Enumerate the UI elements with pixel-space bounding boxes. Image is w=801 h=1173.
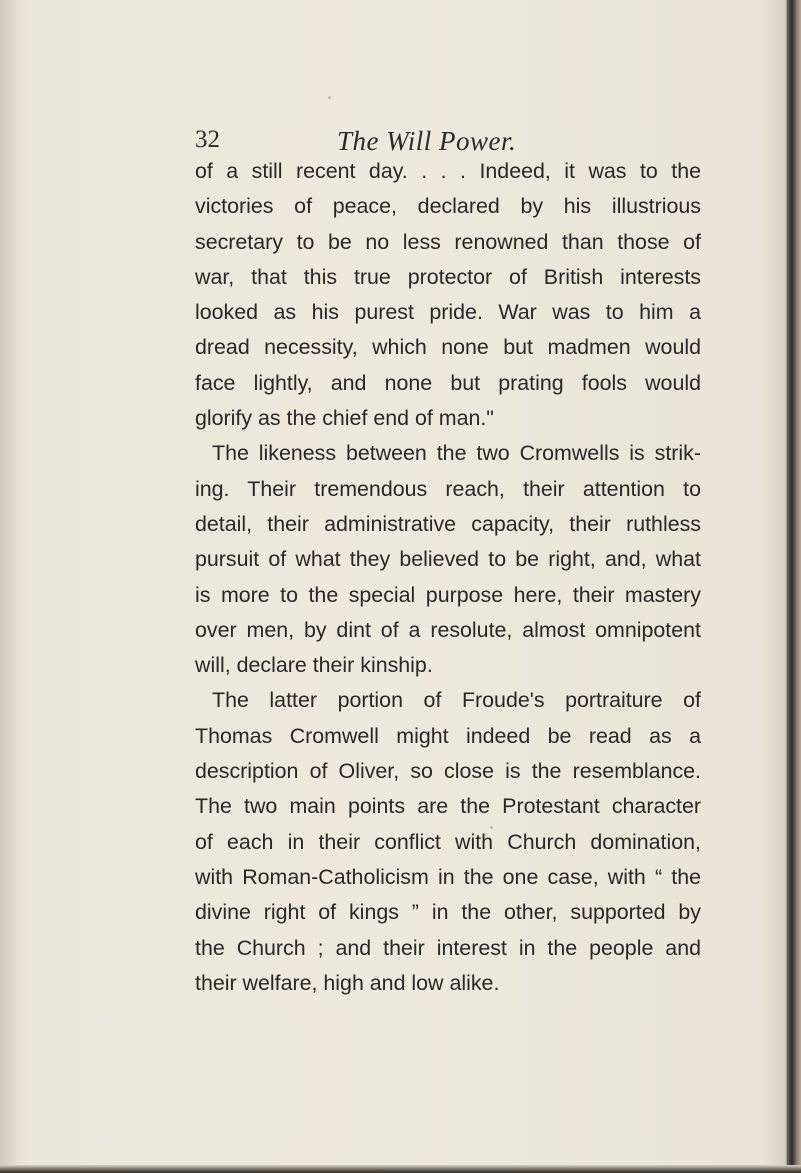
text-line: detail, their administrative capacity, their ruthless (195, 511, 701, 536)
text-line: over men, by dint of a resolute, almost omnipotent (195, 617, 701, 642)
text-line: glorify as the chief end of man." (195, 406, 494, 431)
text-line: victories of peace, declared by his illustrious (195, 194, 701, 219)
text-line: the Church ; and their interest in the people and (195, 935, 701, 960)
text-line: is more to the special purpose here, their mastery (195, 582, 701, 607)
text-line: face lightly, and none but prating fools would (195, 370, 701, 395)
text-line: will, declare their kinship. (195, 653, 433, 678)
text-line: with Roman-Catholicism in the one case, with “ the (195, 864, 701, 889)
text-line: The two main points are the Protestant character (195, 794, 701, 819)
text-line: war, that this true protector of British interests (195, 264, 701, 289)
text-line: Thomas Cromwell might indeed be read as a (195, 723, 701, 748)
text-line: of each in their conflict with Church domination, (195, 829, 701, 854)
text-line: pursuit of what they believed to be right, and, what (195, 547, 701, 572)
text-line: looked as his purest pride. War was to him a (195, 300, 701, 325)
text-line: ing. Their tremendous reach, their attention to (195, 476, 701, 501)
page-gutter-left (0, 0, 16, 1173)
text-line: The latter portion of Froude's portraiture of (212, 688, 701, 713)
body-text (195, 154, 701, 1001)
running-title: The Will Power. (337, 126, 517, 156)
text-line: divine right of kings ” in the other, supported by (195, 900, 701, 925)
text-line: description of Oliver, so close is the resemblance. (195, 759, 701, 784)
page-edge-bottom (0, 1165, 801, 1173)
text-line: of a still recent day. . . . Indeed, it was to the (195, 159, 701, 183)
page-number: 32 (195, 126, 220, 153)
text-line: The likeness between the two Cromwells is strik- (212, 441, 701, 466)
page-edge-right (787, 0, 801, 1173)
paper-speck (328, 96, 331, 99)
text-line: their welfare, high and low alike. (195, 970, 500, 995)
text-line: secretary to be no less renowned than those of (195, 229, 701, 254)
text-line: dread necessity, which none but madmen would (195, 335, 701, 360)
